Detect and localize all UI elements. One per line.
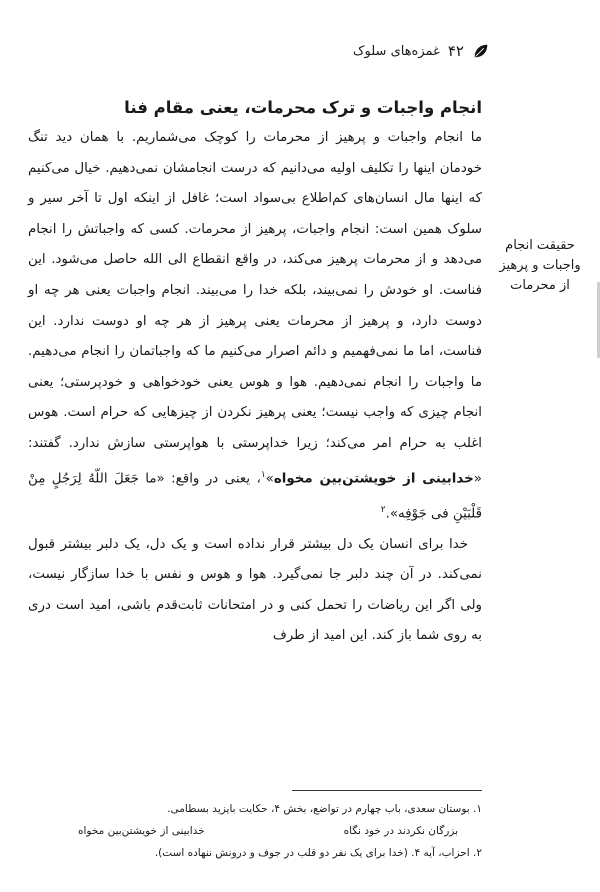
footnotes xyxy=(60,798,482,864)
poem-verse xyxy=(60,820,482,842)
paragraph-1-text: ما انجام واجبات و پرهیز از محرمات را کوچک می‌شماریم. با همان دید تنگ خودمان اینها را تکلیف اولیه می‌دانیم که درست انجامشان نمی‌دهیم. خیال می‌کنیم که اینها مال انسان‌های کم‌اطلاع بی‌سواد است؛ غافل از اینکه اول تا آخر سیر و سلوک همین است: انجام واجبات، پرهیز از محرمات. کسی که واجباتش را انجام می‌دهد و از محرمات پرهیز می‌کند، در واقع انقطاع الی الله حاصل می‌شود. این فناست. او خودش را نمی‌بیند، بلکه خدا را می‌بیند. انجام واجبات یعنی هر چه او دوست دارد، و پرهیز از محرمات یعنی پرهیز از هر چه او دوست ندارد. این فناست، اما ما نمی‌فهمیم و دائم اصرار می‌کنیم ما که واجباتمان را انجام می‌دهیم. ما واجبات را انجام نمی‌دهیم. هوا و هوس یعنی خودخواهی و خودپرستی؛ یعنی انجام چیزی که واجب نیست؛ یعنی پرهیز نکردن از چیزهایی که حرام است. هوس اغلب به حرام امر می‌کند؛ زیرا خداپرستی با هواپرستی سازش ندارد. گفتند: « xyxy=(28,130,482,486)
margin-note xyxy=(494,236,586,296)
main-text xyxy=(28,98,482,652)
footnote-2: ۲. احزاب، آیه ۴. (خدا برای یک نفر دو قلب در جوف و درونش ننهاده است). xyxy=(154,847,482,859)
margin-note-line: واجبات و پرهیز xyxy=(499,258,581,273)
footnote-ref-2[interactable]: ۲ xyxy=(380,504,386,515)
page-number: ۴۲ xyxy=(447,42,464,60)
leaf-icon xyxy=(472,42,490,60)
paragraph-2: خدا برای انسان یک دل بیشتر قرار نداده است و یک دل، یک دلبر بیشتر قبول نمی‌کند. در آن چند دلبر جا نمی‌گیرد. هوا و هوس و نفس با خدا سازگار نیست، ولی اگر این ریاضات را تحمل کنی و در امتحانات ثابت‌قدم باشی، امید است دری به روی شما باز کند. این امید از طرف xyxy=(28,536,482,644)
running-title: غمزه‌های سلوک xyxy=(352,43,440,59)
margin-note-line: از محرمات xyxy=(510,278,570,293)
quote-close: » xyxy=(265,471,274,486)
quran-quote: ، یعنی در واقع: «ما جَعَلَ اللّهُ لِرَجُلٍ مِنْ قَلْبَیْنِ فی جَوْفِه». xyxy=(28,471,482,522)
footnote-ref-1[interactable]: ۱ xyxy=(260,469,266,480)
footnote-1: ۱. بوستان سعدی، باب چهارم در تواضع، بخش ۴، حکایت بایزید بسطامی. xyxy=(167,803,482,815)
verse-hemistich-right: بزرگان نکردند در خود نگاه xyxy=(343,825,458,837)
page-header xyxy=(353,42,490,60)
footnote-divider xyxy=(292,790,482,791)
section-heading: انجام واجبات و ترک محرمات، یعنی مقام فنا xyxy=(124,98,482,117)
verse-hemistich-left: خدابینی از خویشتن‌بین مخواه xyxy=(78,825,205,837)
bold-quote: خدابینی از خویشتن‌بین مخواه xyxy=(273,471,474,486)
paragraph-1 xyxy=(28,123,482,530)
margin-note-line: حقیقت انجام xyxy=(505,238,575,253)
